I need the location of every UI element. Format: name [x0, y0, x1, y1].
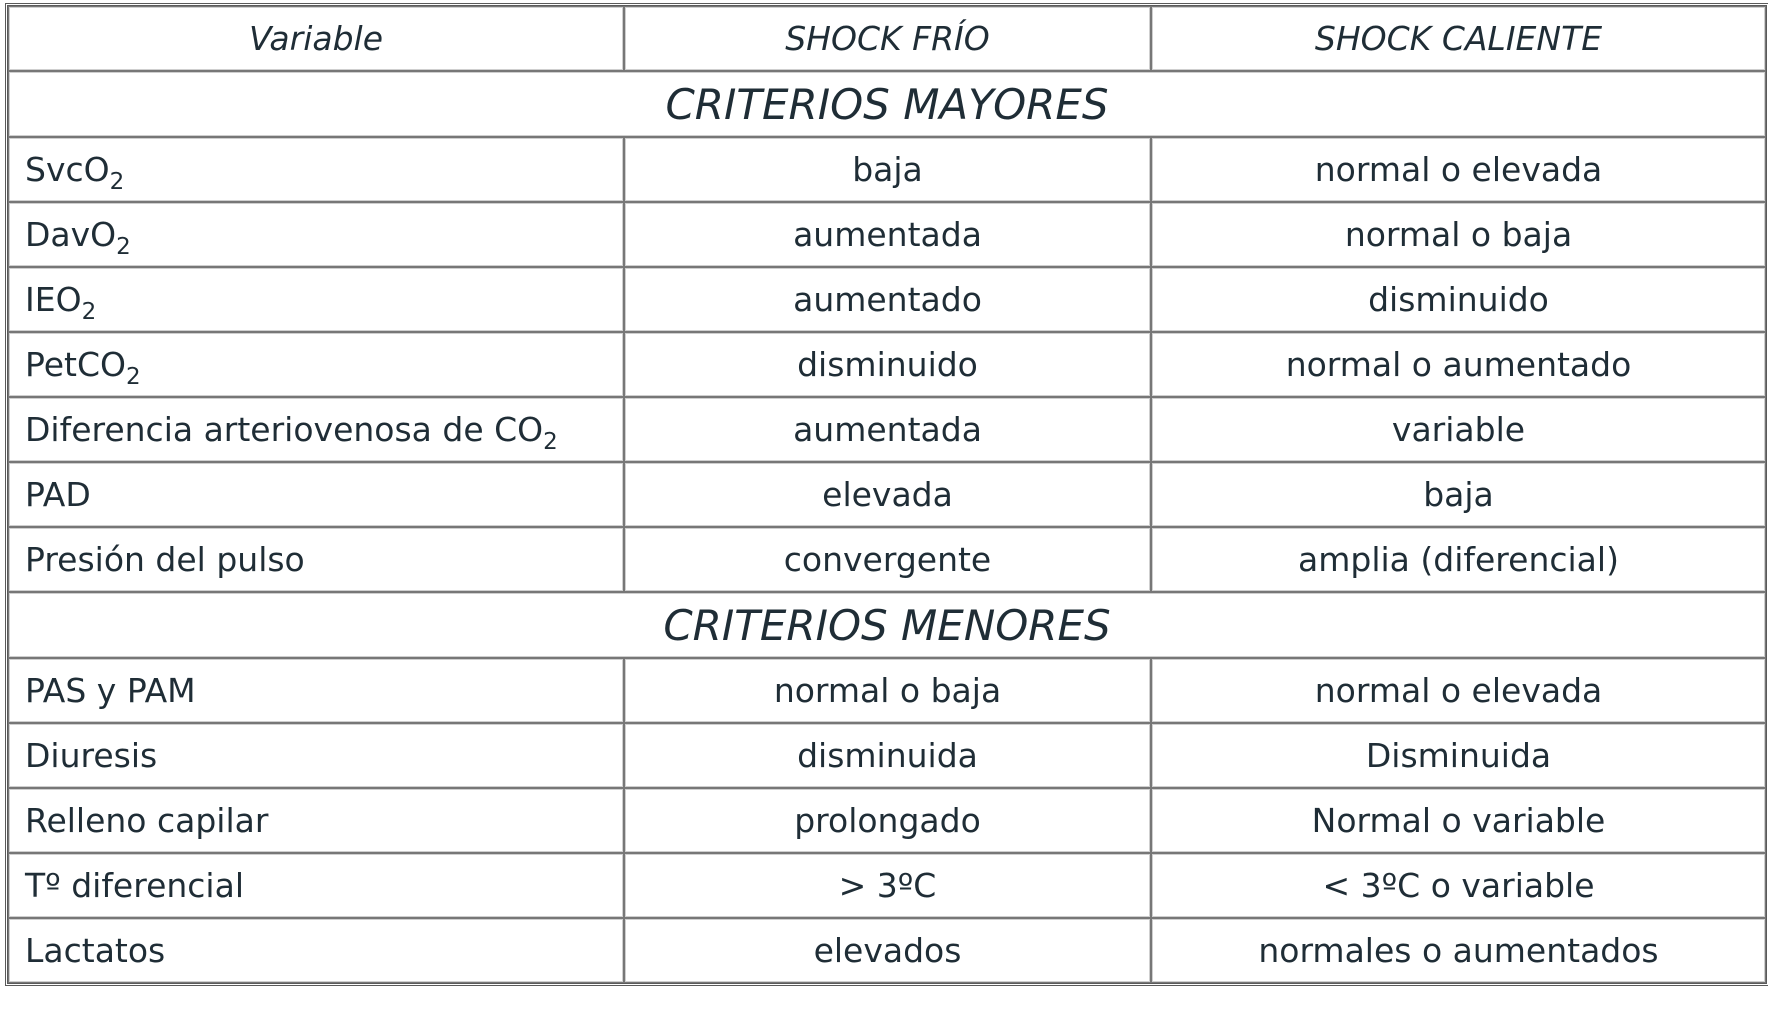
shock-frio-cell: disminuida — [624, 723, 1151, 788]
variable-label: SvcO — [25, 150, 110, 189]
shock-frio-cell: normal o baja — [624, 658, 1151, 723]
table-row — [8, 202, 1766, 267]
shock-frio-cell: elevados — [624, 918, 1151, 983]
shock-caliente-cell: Normal o variable — [1151, 788, 1766, 853]
shock-caliente-cell: baja — [1151, 462, 1766, 527]
variable-cell — [8, 853, 624, 918]
shock-caliente-cell: < 3ºC o variable — [1151, 853, 1766, 918]
shock-frio-cell: disminuido — [624, 332, 1151, 397]
table-row — [8, 267, 1766, 332]
variable-label: PetCO — [25, 345, 126, 384]
variable-cell — [8, 527, 624, 592]
table-row — [8, 462, 1766, 527]
shock-caliente-cell: variable — [1151, 397, 1766, 462]
variable-subscript: 2 — [109, 169, 125, 195]
table-row — [8, 853, 1766, 918]
shock-frio-cell: baja — [624, 137, 1151, 202]
variable-cell — [8, 397, 624, 462]
table-row — [8, 658, 1766, 723]
shock-caliente-cell: normal o baja — [1151, 202, 1766, 267]
variable-label: Diuresis — [25, 736, 158, 775]
section-title: CRITERIOS MAYORES — [8, 71, 1766, 137]
section-row — [8, 71, 1766, 137]
variable-label: Lactatos — [25, 931, 166, 970]
shock-caliente-cell: disminuido — [1151, 267, 1766, 332]
variable-cell — [8, 788, 624, 853]
variable-label: Relleno capilar — [25, 801, 269, 840]
variable-cell — [8, 137, 624, 202]
shock-frio-cell: convergente — [624, 527, 1151, 592]
variable-label: IEO — [25, 280, 82, 319]
table-row — [8, 788, 1766, 853]
variable-label: DavO — [25, 215, 117, 254]
shock-frio-cell: > 3ºC — [624, 853, 1151, 918]
shock-comparison-table-container — [5, 3, 1763, 986]
table-row — [8, 723, 1766, 788]
table-row — [8, 397, 1766, 462]
variable-subscript: 2 — [543, 429, 558, 455]
shock-caliente-cell: Disminuida — [1151, 723, 1766, 788]
shock-caliente-cell: normal o aumentado — [1151, 332, 1766, 397]
variable-subscript: 2 — [81, 299, 97, 325]
header-variable: Variable — [8, 6, 624, 71]
shock-frio-cell: aumentada — [624, 202, 1151, 267]
section-title: CRITERIOS MENORES — [8, 592, 1766, 658]
table-row — [8, 137, 1766, 202]
variable-cell — [8, 658, 624, 723]
shock-caliente-cell: normal o elevada — [1151, 658, 1766, 723]
variable-subscript: 2 — [125, 364, 141, 390]
variable-cell — [8, 462, 624, 527]
shock-caliente-cell: normales o aumentados — [1151, 918, 1766, 983]
shock-caliente-cell: normal o elevada — [1151, 137, 1766, 202]
shock-frio-cell: elevada — [624, 462, 1151, 527]
variable-subscript: 2 — [116, 234, 131, 260]
table-body — [8, 71, 1766, 983]
variable-label: Tº diferencial — [25, 866, 244, 905]
variable-cell — [8, 918, 624, 983]
section-row — [8, 592, 1766, 658]
shock-frio-cell: aumentado — [624, 267, 1151, 332]
variable-label: Diferencia arteriovenosa de CO — [25, 410, 544, 449]
variable-label: PAD — [25, 475, 91, 514]
shock-comparison-table — [5, 3, 1768, 986]
shock-frio-cell: prolongado — [624, 788, 1151, 853]
table-row — [8, 332, 1766, 397]
table-row — [8, 527, 1766, 592]
variable-cell — [8, 332, 624, 397]
variable-label: Presión del pulso — [25, 540, 305, 579]
header-row — [8, 6, 1766, 71]
variable-cell — [8, 202, 624, 267]
header-shock-caliente: SHOCK CALIENTE — [1151, 6, 1766, 71]
table-row — [8, 918, 1766, 983]
shock-caliente-cell: amplia (diferencial) — [1151, 527, 1766, 592]
variable-label: PAS y PAM — [25, 671, 196, 710]
variable-cell — [8, 267, 624, 332]
shock-frio-cell: aumentada — [624, 397, 1151, 462]
header-shock-frio: SHOCK FRÍO — [624, 6, 1151, 71]
variable-cell — [8, 723, 624, 788]
